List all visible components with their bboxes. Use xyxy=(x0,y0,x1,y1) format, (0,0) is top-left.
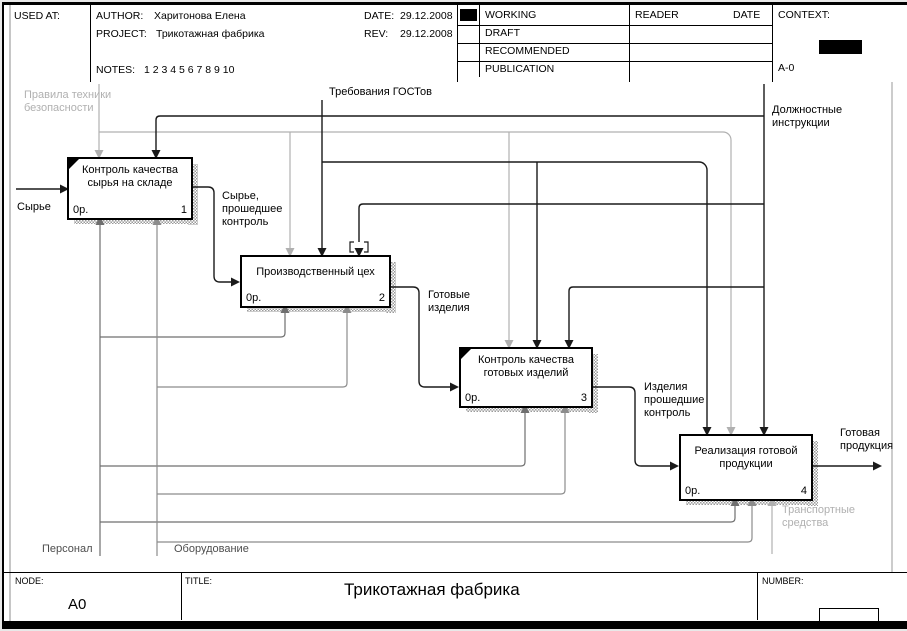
label-safety-rules[interactable]: Правила техники безопасности xyxy=(24,89,112,114)
arrow-equipment-box3[interactable] xyxy=(157,413,565,494)
node-label: NODE: xyxy=(15,576,44,586)
arrow-personnel-box4[interactable] xyxy=(100,506,735,522)
tunnel-bracket-left xyxy=(350,242,354,252)
status-publication: PUBLICATION xyxy=(485,63,555,75)
status-recommended: RECOMMENDED xyxy=(485,45,570,57)
activity-box-4[interactable] xyxy=(679,434,813,501)
tunnel-bracket-right xyxy=(364,242,368,252)
footer-divider xyxy=(4,572,907,573)
header-col1-divider xyxy=(90,4,91,82)
label-final-product[interactable]: Готовая продукция xyxy=(840,427,894,452)
status-working: WORKING xyxy=(485,9,537,21)
call-marker xyxy=(68,158,80,170)
bottom-edge-bar xyxy=(4,621,907,627)
label-transport[interactable]: Транспортные средства xyxy=(782,504,855,529)
arrow-instructions-box2[interactable] xyxy=(359,204,764,242)
status-draft: DRAFT xyxy=(485,27,520,39)
number-page-box xyxy=(819,608,879,622)
activity-title: Реализация готовой продукции xyxy=(694,445,798,470)
activity-box-3[interactable] xyxy=(459,347,593,408)
context-thumbnail[interactable] xyxy=(819,40,862,54)
working-status-marker[interactable] xyxy=(460,9,477,21)
label-finished-goods[interactable]: Готовые изделия xyxy=(428,289,470,314)
arrow-equipment-box4[interactable] xyxy=(157,506,752,542)
header-checkbox-divider xyxy=(479,4,480,77)
date-value: 29.12.2008 xyxy=(400,10,453,22)
author-value: Харитонова Елена xyxy=(154,10,246,22)
project-label: PROJECT: xyxy=(96,28,147,40)
author-label: AUTHOR: xyxy=(96,10,144,22)
arrow-personnel-box2[interactable] xyxy=(100,313,285,337)
status-row-line1 xyxy=(457,25,772,26)
activity-number: 4 xyxy=(800,485,807,497)
idef0-sheet xyxy=(2,2,907,629)
label-job-instructions[interactable]: Должностные инструкции xyxy=(772,104,843,129)
notes-values: 1 2 3 4 5 6 7 8 9 10 xyxy=(144,64,235,76)
activity-number: 1 xyxy=(180,204,187,216)
diagram-title: Трикотажная фабрика xyxy=(344,580,520,599)
activity-cost: 0р. xyxy=(73,204,89,216)
arrow-instructions-box1[interactable] xyxy=(156,116,764,150)
reader-label: READER xyxy=(635,9,679,21)
notes-label: NOTES: xyxy=(96,64,136,76)
call-marker xyxy=(460,348,472,360)
label-gost[interactable]: Требования ГОСТов xyxy=(329,86,432,98)
label-raw[interactable]: Сырье xyxy=(17,201,51,213)
context-label: CONTEXT: xyxy=(778,9,830,21)
activity-cost: 0р. xyxy=(465,392,481,404)
arrow-equipment-box2[interactable] xyxy=(157,313,347,387)
reader-date-label: DATE xyxy=(733,9,761,21)
project-value: Трикотажная фабрика xyxy=(156,28,265,40)
footer-col2-divider xyxy=(757,572,758,620)
activity-title: Контроль качества готовых изделий xyxy=(478,354,574,379)
rev-value: 29.12.2008 xyxy=(400,28,453,40)
status-row-line2 xyxy=(457,43,772,44)
activity-title: Контроль качества сырья на складе xyxy=(82,164,178,189)
label-equipment[interactable]: Оборудование xyxy=(174,543,249,555)
personnel-arrowheads xyxy=(96,216,740,506)
arrow-personnel-box3[interactable] xyxy=(100,413,525,466)
status-row-line3 xyxy=(457,61,772,62)
activity-number: 3 xyxy=(580,392,587,404)
arrow-instructions-box3[interactable] xyxy=(569,287,764,340)
rev-label: REV: xyxy=(364,28,389,40)
title-label: TITLE: xyxy=(185,576,213,586)
node-value: A0 xyxy=(68,596,87,613)
number-label: NUMBER: xyxy=(762,576,804,586)
label-raw-passed[interactable]: Сырье, прошедшее контроль xyxy=(222,190,283,228)
activity-number: 2 xyxy=(378,292,385,304)
header-col4-divider xyxy=(772,4,773,82)
activity-title: Производственный цех xyxy=(256,266,375,278)
used-at-label: USED AT: xyxy=(14,10,60,22)
activity-box-2[interactable] xyxy=(240,255,391,308)
activity-cost: 0р. xyxy=(246,292,262,304)
footer-col1-divider xyxy=(181,572,182,620)
context-node: A-0 xyxy=(778,62,795,74)
activity-cost: 0р. xyxy=(685,485,701,497)
label-goods-passed[interactable]: Изделия прошедшие контроль xyxy=(644,381,705,419)
activity-box-1[interactable] xyxy=(67,157,193,220)
date-label: DATE: xyxy=(364,10,395,22)
label-personnel[interactable]: Персонал xyxy=(42,543,93,555)
